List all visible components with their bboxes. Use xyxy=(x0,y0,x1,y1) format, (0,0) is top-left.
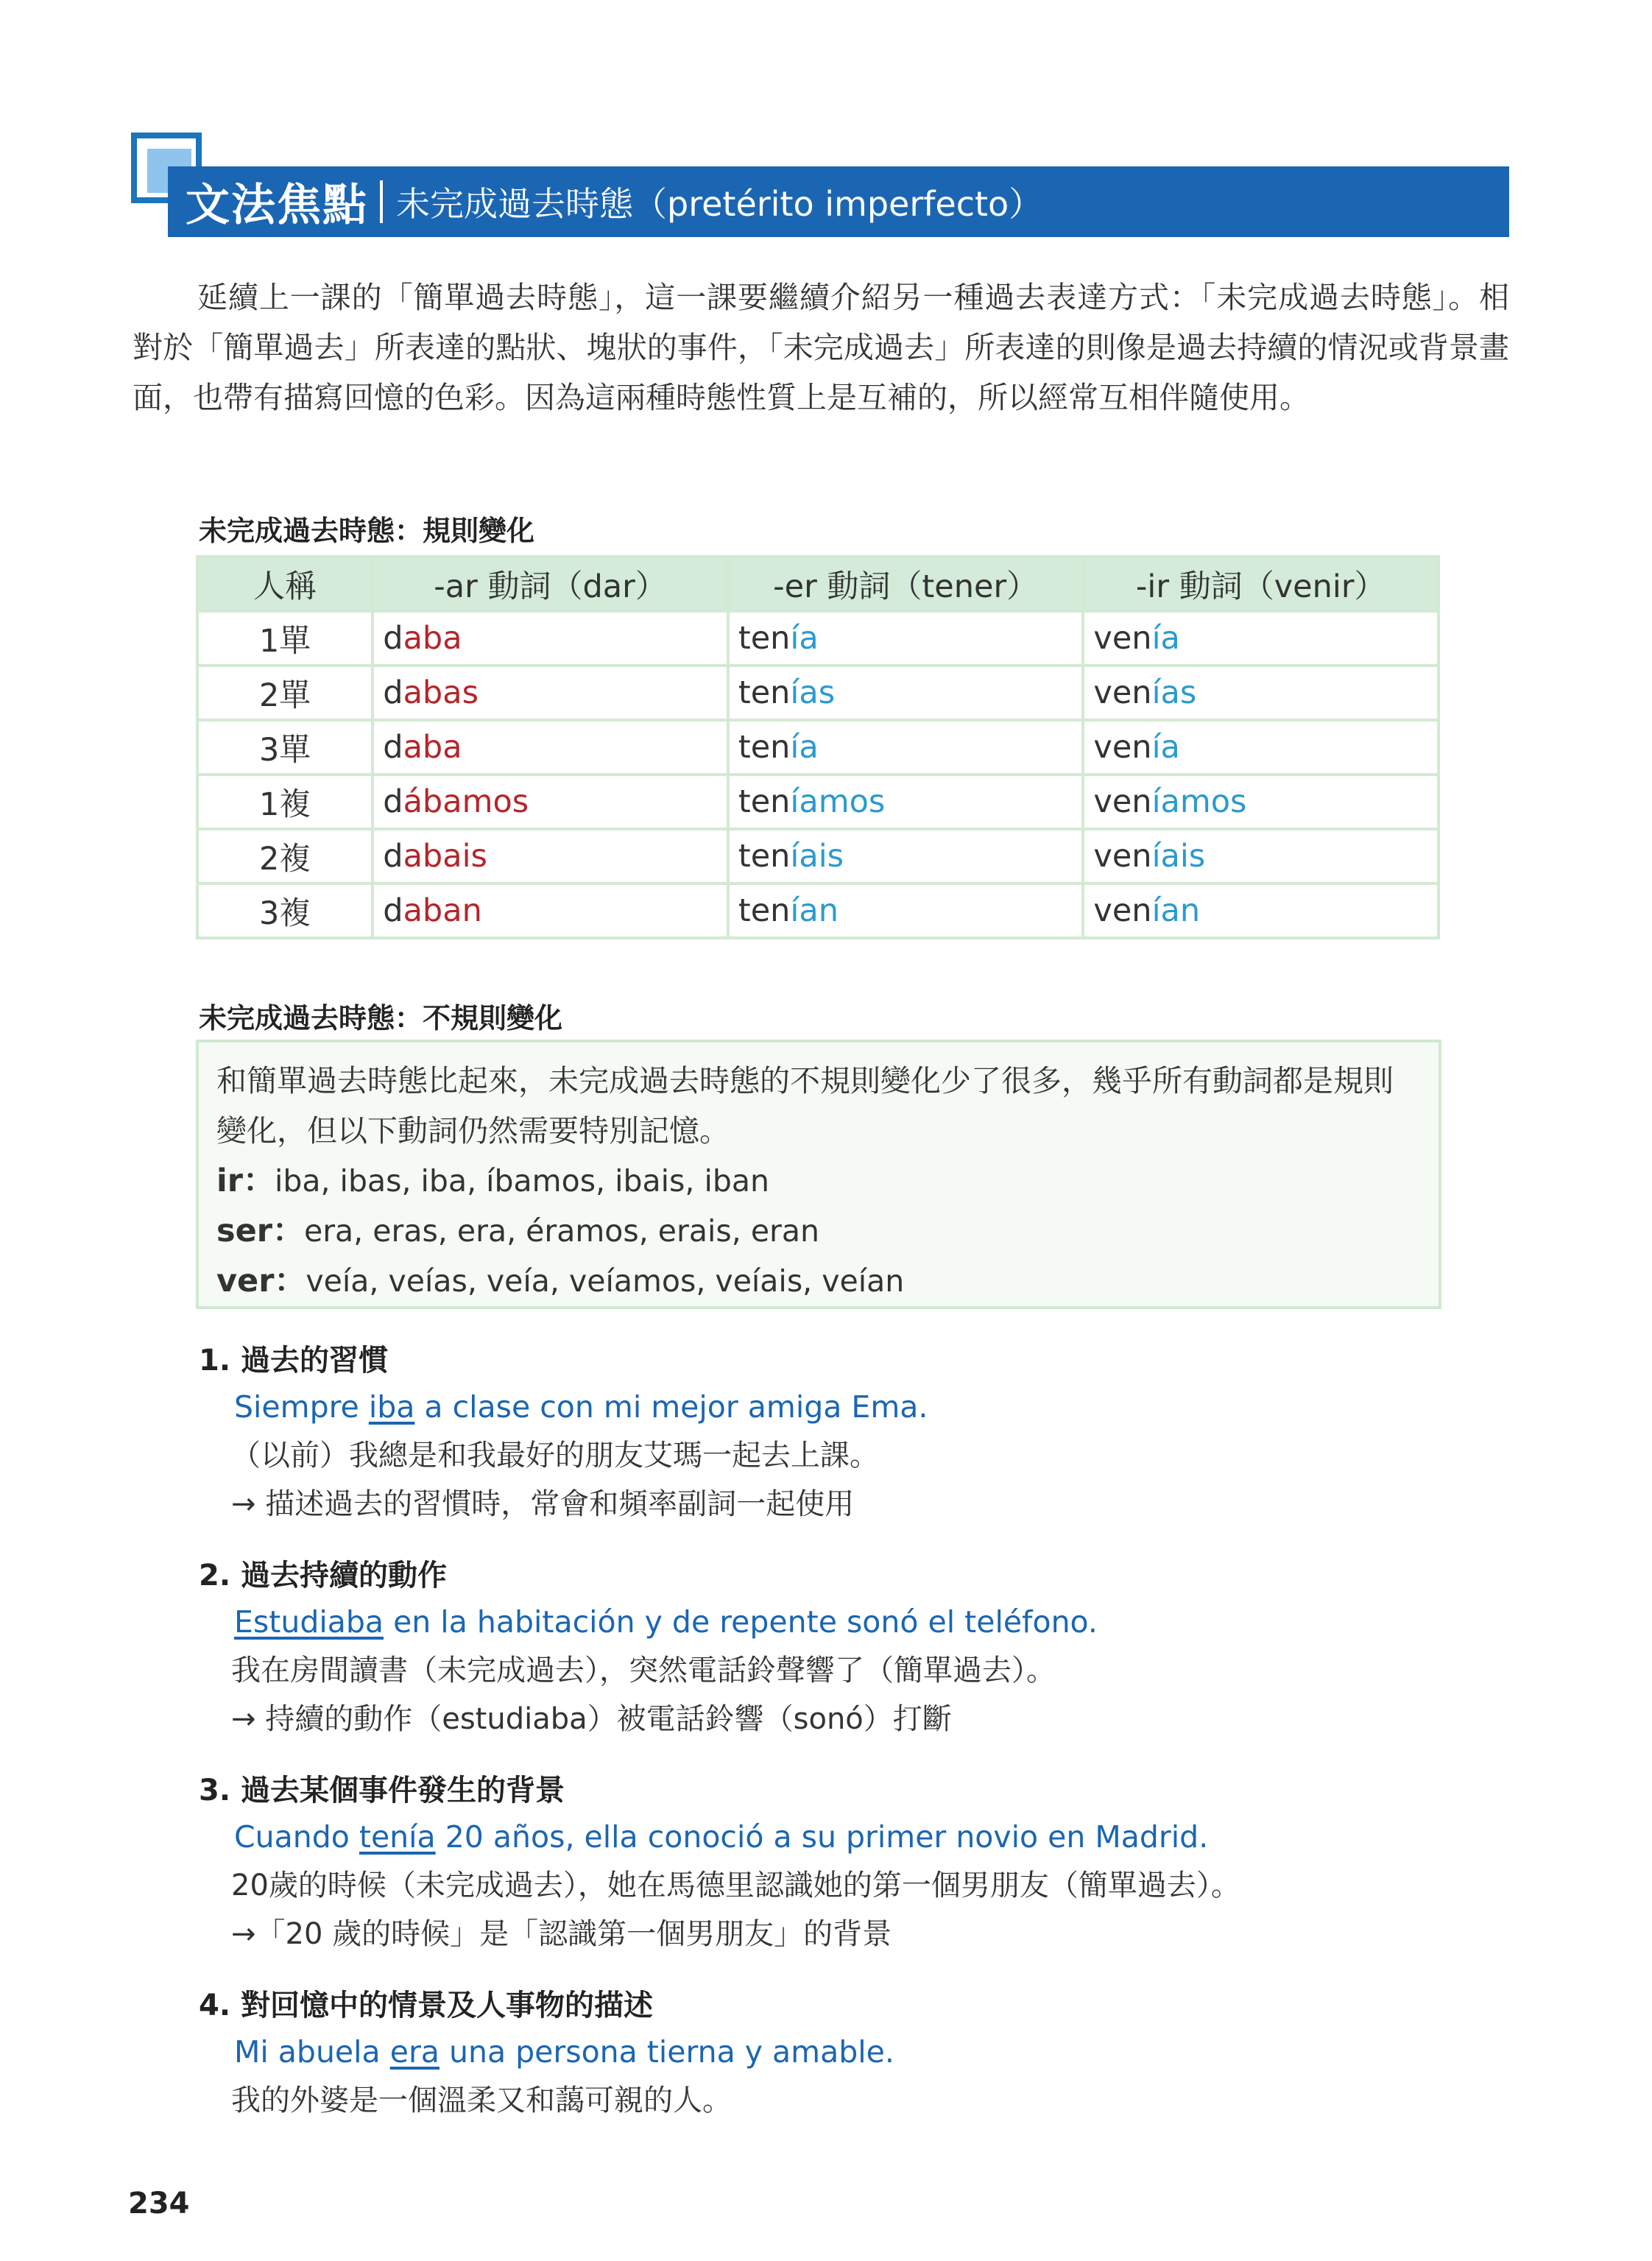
irregular-verb-ver: ver：veía, veías, veía, veíamos, veíais, veían xyxy=(216,1263,905,1299)
table-row xyxy=(197,666,1439,720)
usage-example-es: Estudiaba en la habitación y de repente sonó el teléfono. xyxy=(234,1604,1098,1640)
person-cell: 1單 xyxy=(197,611,373,666)
er-form-cell: teníamos xyxy=(728,775,1084,829)
header-ar: -ar 動詞（dar） xyxy=(373,557,728,611)
usage-note: → 持續的動作（estudiaba）被電話鈴響（sonó）打斷 xyxy=(231,1702,952,1736)
ar-form-cell: daba xyxy=(373,720,728,775)
person-cell: 1複 xyxy=(197,775,373,829)
usage-example-es: Siempre iba a clase con mi mejor amiga Ema. xyxy=(234,1389,928,1425)
table-row xyxy=(197,611,1439,666)
header-person: 人稱 xyxy=(197,557,373,611)
usage-2 xyxy=(199,1553,1098,1743)
header-title: 文法焦點 xyxy=(186,180,368,231)
usage-translation: 20歲的時候（未完成過去），她在馬德里認識她的第一個男朋友（簡單過去）。 xyxy=(231,1869,1240,1902)
ir-form-cell: veníais xyxy=(1083,829,1439,883)
usage-note: → 描述過去的習慣時，常會和頻率副詞一起使用 xyxy=(231,1487,855,1521)
ir-form-cell: venía xyxy=(1083,720,1439,775)
usage-1 xyxy=(199,1338,928,1528)
ar-form-cell: dábamos xyxy=(373,775,728,829)
er-form-cell: teníais xyxy=(728,829,1084,883)
ir-form-cell: venían xyxy=(1083,883,1439,938)
usage-translation: 我在房間讀書（未完成過去），突然電話鈴聲響了（簡單過去）。 xyxy=(231,1654,1056,1687)
irregular-verb-ser: ser：era, eras, era, éramos, erais, eran xyxy=(216,1213,820,1249)
table-row xyxy=(197,720,1439,775)
person-cell: 2複 xyxy=(197,829,373,883)
er-form-cell: tenía xyxy=(728,611,1084,666)
ar-form-cell: daban xyxy=(373,883,728,938)
usage-3 xyxy=(199,1768,1240,1958)
usage-example-es: Cuando tenía 20 años, ella conoció a su primer novio en Madrid. xyxy=(234,1819,1209,1855)
ir-form-cell: venía xyxy=(1083,611,1439,666)
usage-title: 2. 過去持續的動作 xyxy=(199,1559,447,1592)
usage-title: 3. 過去某個事件發生的背景 xyxy=(199,1774,565,1807)
ar-form-cell: daba xyxy=(373,611,728,666)
usage-title: 4. 對回憶中的情景及人事物的描述 xyxy=(199,1989,653,2022)
er-form-cell: tenían xyxy=(728,883,1084,938)
person-cell: 2單 xyxy=(197,666,373,720)
intro-paragraph xyxy=(133,272,1509,423)
irregular-title: 未完成過去時態：不規則變化 xyxy=(199,1002,563,1034)
usage-title: 1. 過去的習慣 xyxy=(199,1344,388,1378)
person-cell: 3單 xyxy=(197,720,373,775)
table-row xyxy=(197,883,1439,938)
usage-4 xyxy=(199,1983,894,2125)
page-number: 234 xyxy=(128,2187,190,2221)
ir-form-cell: veníamos xyxy=(1083,775,1439,829)
ir-form-cell: venías xyxy=(1083,666,1439,720)
ar-form-cell: dabas xyxy=(373,666,728,720)
usage-note: →「20 歲的時候」是「認識第一個男朋友」的背景 xyxy=(231,1917,892,1951)
ar-form-cell: dabais xyxy=(373,829,728,883)
table-header-row xyxy=(197,557,1439,611)
usage-example-es: Mi abuela era una persona tierna y amable. xyxy=(234,2034,894,2070)
intro-text: 延續上一課的「簡單過去時態」，這一課要繼續介紹另一種過去表達方式：「未完成過去時態」。相對於「簡單過去」所表達的點狀、塊狀的事件，「未完成過去」所表達的則像是過去持續的情況或背景畫面，也帶有描寫回憶的色彩。因為這兩種時態性質上是互補的，所以經常互相伴隨使用。 xyxy=(133,280,1509,415)
er-form-cell: tenías xyxy=(728,666,1084,720)
regular-title: 未完成過去時態：規則變化 xyxy=(199,515,535,547)
header-ir: -ir 動詞（venir） xyxy=(1083,557,1439,611)
irregular-box xyxy=(196,1040,1441,1309)
conjugation-table xyxy=(196,555,1440,939)
usage-translation: （以前）我總是和我最好的朋友艾瑪一起去上課。 xyxy=(231,1439,879,1472)
table-row xyxy=(197,829,1439,883)
section-header xyxy=(168,166,1509,237)
usage-translation: 我的外婆是一個溫柔又和藹可親的人。 xyxy=(231,2084,732,2117)
person-cell: 3複 xyxy=(197,883,373,938)
irregular-verb-ir: ir：iba, ibas, iba, íbamos, ibais, iban xyxy=(216,1163,770,1199)
irregular-text: 和簡單過去時態比起來，未完成過去時態的不規則變化少了很多，幾乎所有動詞都是規則變化，但以下動詞仍然需要特別記憶。 xyxy=(216,1063,1394,1149)
table-row xyxy=(197,775,1439,829)
header-divider xyxy=(380,180,383,223)
er-form-cell: tenía xyxy=(728,720,1084,775)
header-subtitle: 未完成過去時態（pretérito imperfecto） xyxy=(396,184,1043,224)
header-er: -er 動詞（tener） xyxy=(728,557,1084,611)
